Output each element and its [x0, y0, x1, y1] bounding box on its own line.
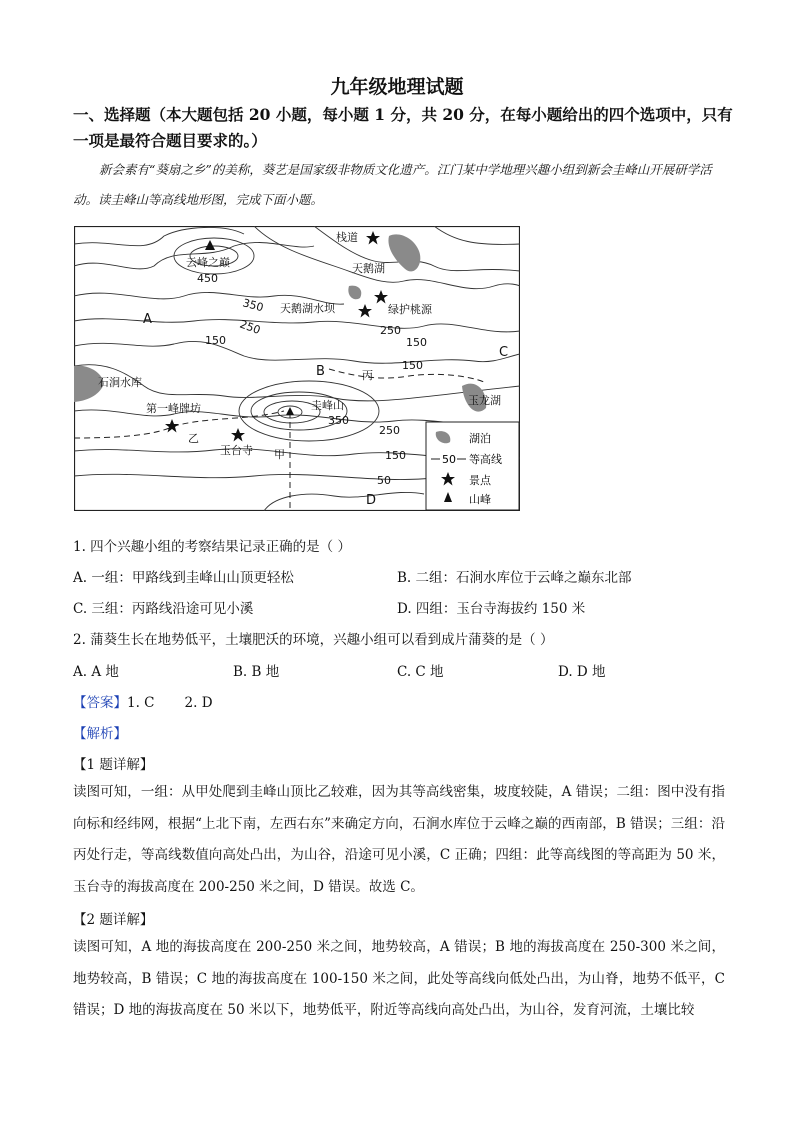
contour-value: 250	[380, 324, 401, 337]
q2-option-d: D. D 地	[558, 664, 606, 680]
legend-lake: 湖泊	[469, 432, 491, 445]
map-label-yutai: 玉台寺	[220, 444, 253, 457]
map-label-paifang: 第一峰牌坊	[146, 402, 201, 415]
answer-line	[73, 691, 213, 711]
legend-contour-value: 50	[442, 453, 456, 466]
legend-peak: 山峰	[469, 493, 491, 506]
q2-option-c: C. C 地	[397, 664, 444, 680]
q1-option-d: D. 四组：玉台寺海拔约 150 米	[397, 601, 586, 617]
analysis-heading: 【解析】	[73, 726, 127, 742]
detail-2-heading: 【2 题详解】	[73, 912, 154, 928]
map-label-a: A	[143, 312, 152, 327]
q1-option-c: C. 三组：丙路线沿途可见小溪	[73, 601, 254, 617]
detail-2-text: 读图可知，A 地的海拔高度在 200-250 米之间，地势较高，A 错误；B 地的海拔高度在 250-300 米之间，地势较高，B 错误；C 地的海拔高度在 100-150 米之间，此处等高线向低处凸出，为山脊，地势不低平，C 错误；D 地的海拔高度在 50 米以下，地势低平，附近等高线向高处凸出，为山谷，发育河流，土壤比较	[73, 939, 725, 1018]
contour-value: 350	[241, 296, 265, 315]
map-label-b: B	[316, 364, 325, 379]
q1-option-b: B. 二组：石涧水库位于云峰之巅东北部	[397, 570, 632, 586]
map-label-bing: 丙	[362, 369, 373, 382]
page-title: 九年级地理试题	[330, 76, 464, 98]
contour-value: 250	[237, 317, 263, 338]
map-label-dam: 天鹅湖水坝	[280, 302, 335, 315]
map-label-lvhu: 绿护桃源	[388, 303, 432, 316]
contour-value: 450	[197, 272, 218, 285]
legend-spot: 景点	[469, 474, 491, 487]
section-heading: 一、选择题（本大题包括 20 小题，每小题 1 分，共 20 分，在每小题给出的四个选项中，只有一项是最符合题目要求的。）	[73, 105, 733, 150]
map-label-tianehu: 天鹅湖	[352, 262, 385, 275]
answer-tag: 【答案】	[73, 695, 127, 711]
q1-stem: 1. 四个兴趣小组的考察结果记录正确的是（ ）	[73, 539, 351, 555]
map-label-yunfeng: 云峰之巅	[186, 256, 230, 269]
q2-stem: 2. 蒲葵生长在地势低平，土壤肥沃的环境，兴趣小组可以看到成片蒲葵的是（ ）	[73, 632, 554, 648]
map-label-jia: 甲	[274, 448, 285, 461]
contour-value: 50	[377, 474, 391, 487]
legend-contour: 等高线	[469, 453, 502, 466]
contour-value: 150	[406, 336, 427, 349]
contour-value: 150	[205, 334, 226, 347]
map-legend	[426, 422, 519, 510]
map-label-c: C	[499, 345, 509, 360]
intro-text: 新会素有“葵扇之乡”的美称，葵艺是国家级非物质文化遗产。江门某中学地理兴趣小组到新会圭峰山开展研学活动。读圭峰山等高线地形图，完成下面小题。	[73, 162, 712, 207]
map-label-yulong: 玉龙湖	[468, 394, 501, 407]
map-label-guifeng: 圭峰山	[311, 399, 344, 412]
contour-value: 150	[402, 359, 423, 372]
contour-map	[74, 226, 520, 511]
map-label-shijian: 石涧水库	[98, 376, 142, 389]
q2-option-b: B. B 地	[233, 664, 280, 680]
contour-value: 150	[385, 449, 406, 462]
q2-option-a: A. A 地	[73, 664, 119, 680]
map-label-d: D	[366, 493, 377, 508]
q1-option-a: A. 一组：甲路线到圭峰山山顶更轻松	[73, 570, 294, 586]
detail-1-text: 读图可知，一组：从甲处爬到圭峰山顶比乙较难，因为其等高线密集，坡度较陡，A 错误；二组：图中没有指向标和经纬网，根据“上北下南，左西右东”来确定方向，石涧水库位于云峰之巅的西南部，B 错误；三组：沿丙处行走，等高线数值向高处凸出，为山谷，沿途可见小溪，C 正确；四组：此等高线图的等高距为 50 米，玉台寺的海拔高度在 200-250 米之间，D 错误。故选 C。	[73, 784, 725, 895]
map-label-yi: 乙	[188, 432, 199, 445]
map-label-zhandao: 栈道	[336, 231, 358, 244]
contour-value: 250	[379, 424, 400, 437]
detail-1-heading: 【1 题详解】	[73, 757, 154, 773]
contour-value: 350	[328, 414, 349, 427]
answer-text: 1. C 2. D	[127, 695, 213, 711]
